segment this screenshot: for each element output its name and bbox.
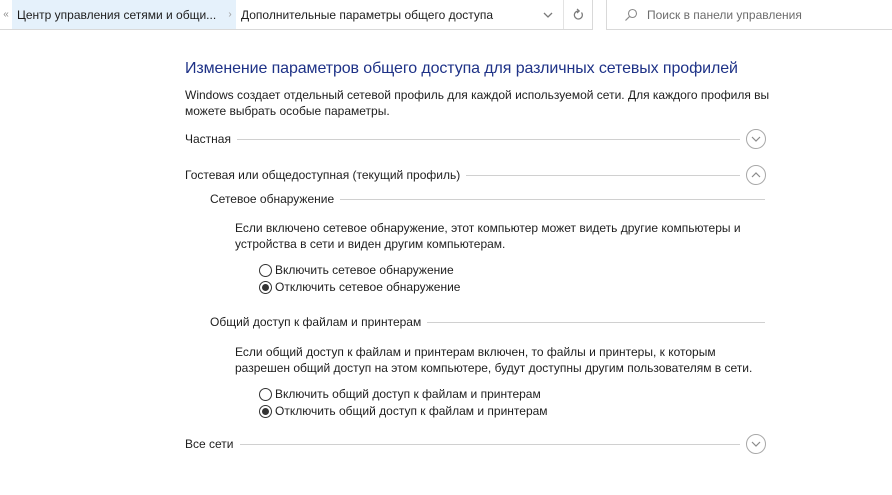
breadcrumb-overflow-button[interactable]: « xyxy=(3,9,9,20)
divider xyxy=(237,139,740,140)
page-title: Изменение параметров общего доступа для различных сетевых профилей xyxy=(185,60,738,77)
profile-header-private[interactable] xyxy=(185,128,766,150)
refresh-button[interactable] xyxy=(563,0,592,29)
profile-label-all-networks: Все сети xyxy=(185,437,234,451)
radio-enable-file-printer-sharing[interactable] xyxy=(259,386,541,402)
profile-label-public: Гостевая или общедоступная (текущий профиль) xyxy=(185,168,461,182)
file-printer-sharing-description: Если общий доступ к файлам и принтерам включен, то файлы и принтеры, к которым разрешен общий доступ на этом компьютере, будут доступны другим пользователям в сети. xyxy=(235,345,753,375)
chevron-down-icon xyxy=(751,441,761,447)
main-content xyxy=(185,60,770,119)
radio-button-checked[interactable] xyxy=(259,405,272,418)
group-header-file-printer-sharing xyxy=(210,313,765,331)
address-dropdown-button[interactable] xyxy=(533,0,563,29)
radio-label: Включить общий доступ к файлам и принтерам xyxy=(275,387,541,401)
breadcrumb-network-center[interactable]: Центр управления сетями и общи... xyxy=(12,0,224,29)
breadcrumb-separator-chevron-icon[interactable]: › xyxy=(224,0,236,29)
radio-label: Включить сетевое обнаружение xyxy=(275,263,454,277)
group-label-file-printer-sharing: Общий доступ к файлам и принтерам xyxy=(210,315,422,329)
radio-button[interactable] xyxy=(259,388,272,401)
radio-button-checked[interactable] xyxy=(259,281,272,294)
page-description: Windows создает отдельный сетевой профиль для каждой используемой сети. Для каждого профиля вы можете выбрать особые параметры. xyxy=(185,88,770,118)
search-icon xyxy=(621,8,641,22)
expand-all-networks-button[interactable] xyxy=(746,434,766,454)
radio-disable-network-discovery[interactable] xyxy=(259,279,460,295)
chevron-up-icon xyxy=(751,172,761,178)
network-discovery-description: Если включено сетевое обнаружение, этот компьютер может видеть другие компьютеры и устройства в сети и виден другим компьютерам. xyxy=(235,221,741,251)
radio-button[interactable] xyxy=(259,264,272,277)
radio-enable-network-discovery[interactable] xyxy=(259,262,454,278)
expand-private-button[interactable] xyxy=(746,129,766,149)
divider xyxy=(427,322,765,323)
breadcrumb-advanced-sharing[interactable]: Дополнительные параметры общего доступа xyxy=(241,7,494,22)
profile-header-public[interactable] xyxy=(185,164,766,186)
radio-disable-file-printer-sharing[interactable] xyxy=(259,403,548,419)
address-bar[interactable] xyxy=(0,0,593,30)
chevron-down-icon xyxy=(543,12,553,18)
collapse-public-button[interactable] xyxy=(746,165,766,185)
navigation-bar xyxy=(0,0,892,30)
profile-label-private: Частная xyxy=(185,132,231,146)
divider xyxy=(240,444,741,445)
refresh-icon xyxy=(572,8,584,21)
divider xyxy=(340,199,765,200)
radio-label: Отключить общий доступ к файлам и принтерам xyxy=(275,404,548,418)
group-label-network-discovery: Сетевое обнаружение xyxy=(210,192,335,206)
search-placeholder: Поиск в панели управления xyxy=(647,7,802,22)
divider xyxy=(466,175,740,176)
radio-label: Отключить сетевое обнаружение xyxy=(275,280,461,294)
search-input[interactable] xyxy=(606,0,892,30)
profile-header-all-networks[interactable] xyxy=(185,433,766,455)
chevron-down-icon xyxy=(751,136,761,142)
group-header-network-discovery xyxy=(210,190,765,208)
